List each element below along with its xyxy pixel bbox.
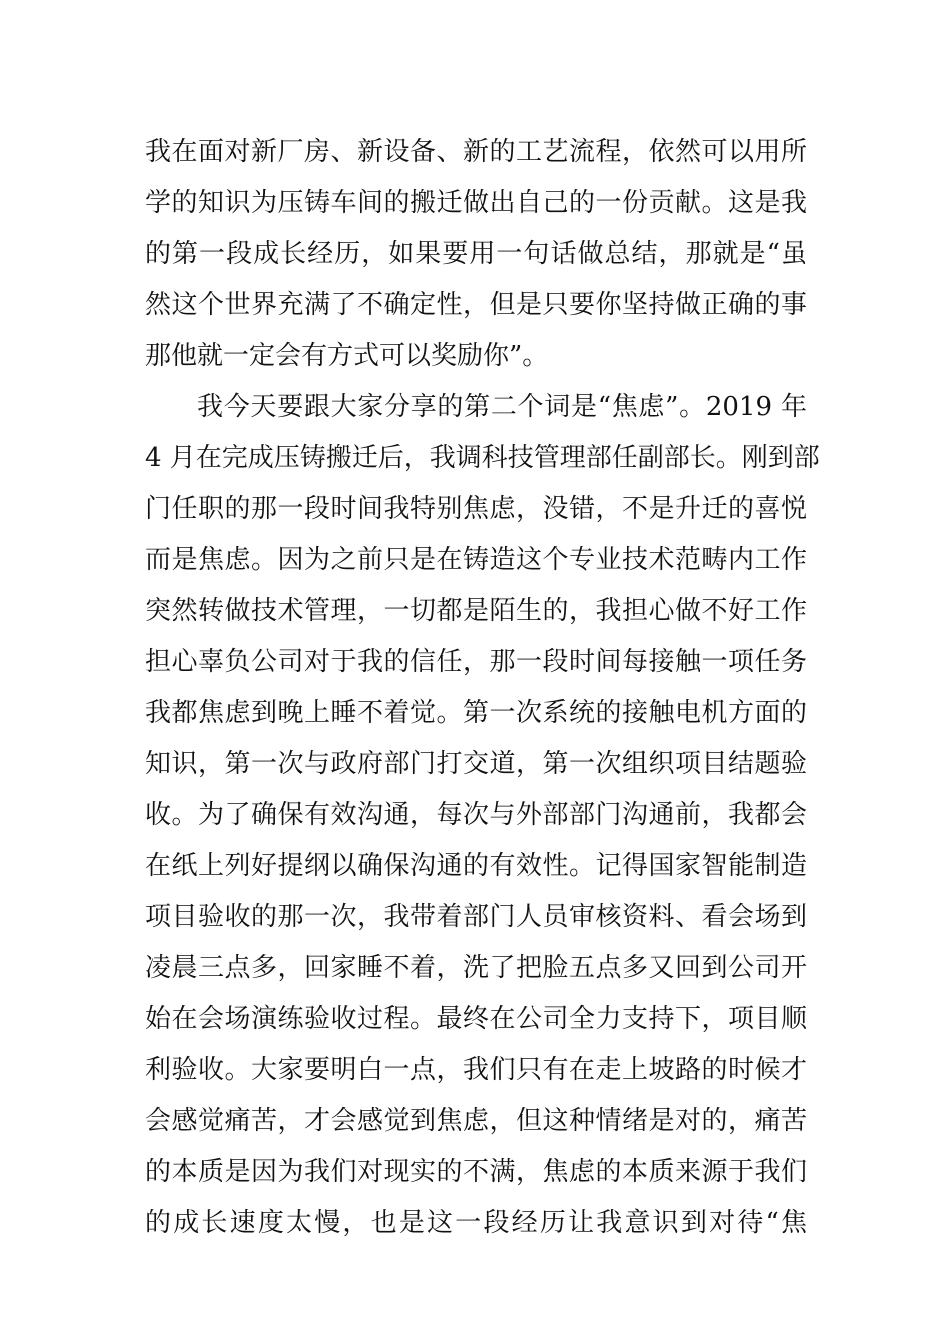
body-text <box>145 127 820 1249</box>
text-line: 凌晨三点多，回家睡不着，洗了把脸五点多又回到公司开 <box>145 953 807 983</box>
text-line: 突然转做技术管理，一切都是陌生的，我担心做不好工作 <box>145 596 807 626</box>
text-line: 收。为了确保有效沟通，每次与外部部门沟通前，我都会 <box>145 800 807 830</box>
text-line: 而是焦虑。因为之前只是在铸造这个专业技术范畴内工作 <box>145 545 807 575</box>
text-line: 的本质是因为我们对现实的不满，焦虑的本质来源于我们 <box>145 1157 807 1187</box>
text-line: 门任职的那一段时间我特别焦虑，没错，不是升迁的喜悦 <box>145 494 807 524</box>
text-line: 学的知识为压铸车间的搬迁做出自己的一份贡献。这是我 <box>145 188 807 218</box>
text-line: 然这个世界充满了不确定性，但是只要你坚持做正确的事 <box>145 290 807 320</box>
text-line: 那他就一定会有方式可以奖励你”。 <box>145 341 549 371</box>
paragraph-first-line: 我今天要跟大家分享的第二个词是“焦虑”。2019 年 <box>197 392 807 422</box>
text-line: 项目验收的那一次，我带着部门人员审核资料、看会场到 <box>145 902 807 932</box>
text-line: 我在面对新厂房、新设备、新的工艺流程，依然可以用所 <box>145 137 807 167</box>
text-line: 我都焦虑到晚上睡不着觉。第一次系统的接触电机方面的 <box>145 698 807 728</box>
text-line: 利验收。大家要明白一点，我们只有在走上坡路的时候才 <box>145 1055 807 1085</box>
text-line: 始在会场演练验收过程。最终在公司全力支持下，项目顺 <box>145 1004 807 1034</box>
text-line: 的第一段成长经历，如果要用一句话做总结，那就是“虽 <box>145 239 807 269</box>
text-line: 会感觉痛苦，才会感觉到焦虑，但这种情绪是对的，痛苦 <box>145 1106 807 1136</box>
text-line: 知识，第一次与政府部门打交道，第一次组织项目结题验 <box>145 749 807 779</box>
text-line: 的成长速度太慢，也是这一段经历让我意识到对待“焦 <box>145 1208 807 1238</box>
text-line: 在纸上列好提纲以确保沟通的有效性。记得国家智能制造 <box>145 851 807 881</box>
text-line: 担心辜负公司对于我的信任，那一段时间每接触一项任务 <box>145 647 807 677</box>
text-line: 4 月在完成压铸搬迁后，我调科技管理部任副部长。刚到部 <box>145 443 820 473</box>
